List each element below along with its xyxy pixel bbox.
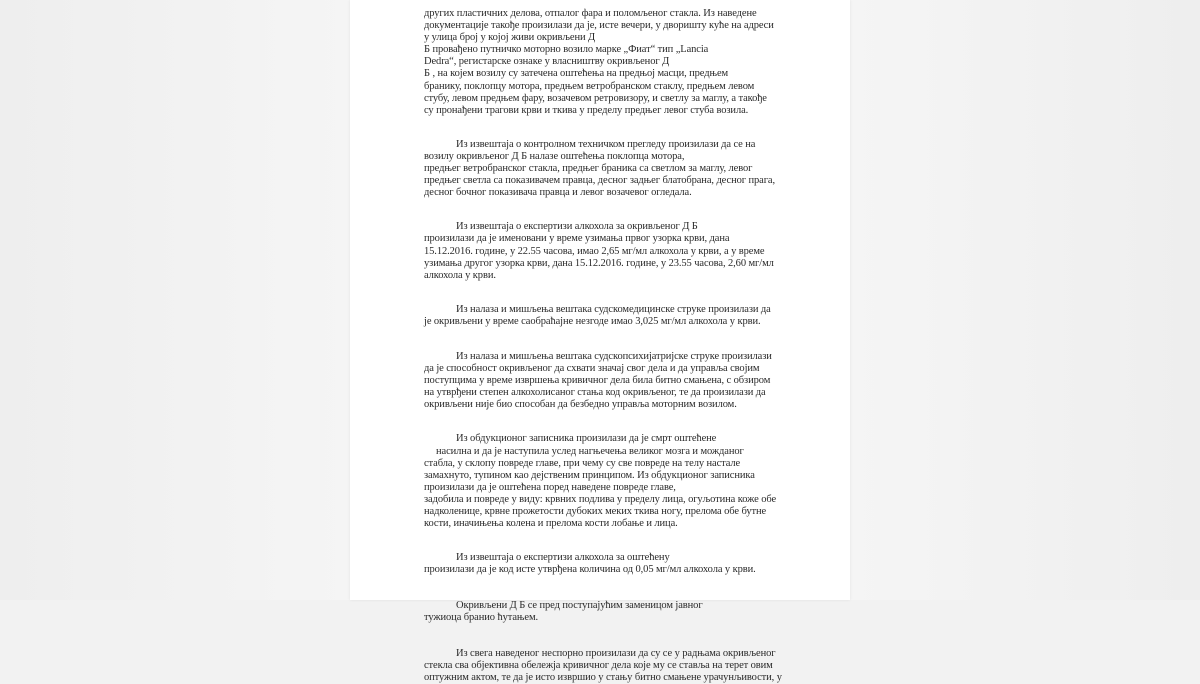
text-line: узимања другог узорка крви, дана 15.12.2016. године, у 23.55 часова, 2,60 мг/мл	[424, 257, 774, 269]
text-line: Б , на којем возилу су затечена оштећења на предњој масци, предњем	[424, 68, 729, 80]
paragraph-victim-alcohol	[424, 552, 780, 576]
text-line: бранику, поклопцу мотора, предњем ветробранском стаклу, предњем левом	[424, 80, 755, 92]
paragraph-psychiatric-findings	[424, 351, 780, 411]
text-line: стубу, левом предњем фару, возачевом ретровизору, и светлу за маглу, а такође	[424, 92, 767, 104]
paragraph-defendant-silence	[424, 600, 780, 624]
text-line: Окривљени Д Б се пред поступајућим заменицом јавног	[456, 600, 703, 612]
left-backdrop	[0, 0, 350, 600]
text-line: је окривљени у време саобраћајне незгоде имао 3,025 мг/мл алкохола у крви.	[424, 315, 761, 327]
text-line: окривљени није био способан да безбедно управља моторним возилом.	[424, 399, 737, 411]
text-line: алкохола у крви.	[424, 269, 496, 281]
text-line: предњег светла са показивачем правца, десног задњег блатобрана, десног прага,	[424, 175, 775, 187]
text-line: Из налаза и мишљења вештака судскопсихијатријске струке произилази	[456, 350, 772, 362]
text-line: кости, иначињења колена и прелома кости лобање и лица.	[424, 518, 678, 530]
text-line: Из извештаја о експертизи алкохола за окривљеног Д Б	[456, 221, 698, 233]
text-line: Из свега наведеног неспорно произилази да су се у радњама окривљеног	[456, 647, 776, 659]
text-line: задобила и повреде у виду: крвних подлива у пределу лица, огуљотина коже обе	[424, 493, 777, 505]
text-line: документације такође произилази да је, исте вечери, у дворишту куће на адреси	[424, 20, 774, 32]
text-line: поступцима у време извршења кривичног дела била битно смањена, с обзиром	[424, 375, 771, 387]
right-backdrop	[850, 0, 1200, 600]
text-line: других пластичних делова, отпалог фара и поломљеног стакла. Из наведене	[424, 8, 757, 19]
text-line: предњег ветробранског стакла, предњег браника са светлом за маглу, левог	[424, 163, 753, 175]
paragraph-conclusion	[424, 648, 780, 684]
text-line: да је способност окривљеног да схвати значај свог дела и да управља својим	[424, 363, 760, 375]
text-line: Из извештаја о експертизи алкохола за оштећену	[456, 552, 670, 564]
text-line: возилу окривљеног Д Б налазе оштећења поклопца мотора,	[424, 150, 685, 162]
text-line: Из налаза и мишљења вештака судскомедицинске струке произилази да	[456, 303, 771, 315]
text-line: 15.12.2016. године, у 22.55 часова, имао 2,65 мг/мл алкохола у крви, а у време	[424, 245, 765, 257]
paragraph-technical-inspection	[424, 139, 780, 199]
paragraph-forensic-medicine	[424, 304, 780, 328]
text-line: надколенице, крвне прожетости дубоких меких ткива ногу, прелома обе бутне	[424, 506, 767, 517]
text-line: Dedra“, регистарске ознаке у власништву окривљеног Д	[424, 56, 670, 68]
text-line: тужиоца бранио ћутањем.	[424, 612, 539, 624]
paragraph-autopsy	[424, 433, 780, 530]
text-line: произилази да је оштећена поред наведене повреде главе,	[424, 481, 676, 493]
paragraph-alcohol-expertise	[424, 221, 780, 281]
text-line: у улица број у којој живи окривљени Д	[424, 32, 596, 44]
text-line: десног бочног показивача правца и левог возачевог огледала.	[424, 187, 692, 199]
text-line: на утврђени степен алкохолисаног стања код окривљеног, те да произилази да	[424, 387, 766, 399]
text-line: произилази да је код исте утврђена количина од 0,05 мг/мл алкохола у крви.	[424, 564, 756, 576]
text-line: Б провађено путничко моторно возило марке „Фиат“ тип „Lancia	[424, 44, 709, 56]
text-line: оптужним актом, те да је исто извршио у стању битно смањене урачунљивости, у	[424, 671, 782, 683]
text-line: стабла, у склопу повреде главе, при чему су све повреде на телу настале	[424, 457, 741, 469]
text-line: Из обдукционог записника произилази да је смрт оштећене	[456, 433, 717, 445]
text-line: су пронађени трагови крви и ткива у пределу предњег левог стуба возила.	[424, 104, 749, 116]
text-line: стекла сва објективна обележја кривичног дела које му се ставља на терет овим	[424, 659, 773, 671]
text-line: насилна и да је наступила услед нагњечења великог мозга и можданог	[436, 445, 744, 457]
document-body	[424, 8, 780, 684]
paragraph-vehicle-damage	[424, 8, 780, 117]
text-line: замахнуто, тупином као дејственим принципом. Из обдукционог записника	[424, 469, 755, 481]
text-line: произилази да је именовани у време узимања првог узорка крви, дана	[424, 233, 730, 245]
text-line: Из извештаја о контролном техничком прегледу произилази да се на	[456, 138, 756, 150]
document-page	[350, 0, 850, 683]
